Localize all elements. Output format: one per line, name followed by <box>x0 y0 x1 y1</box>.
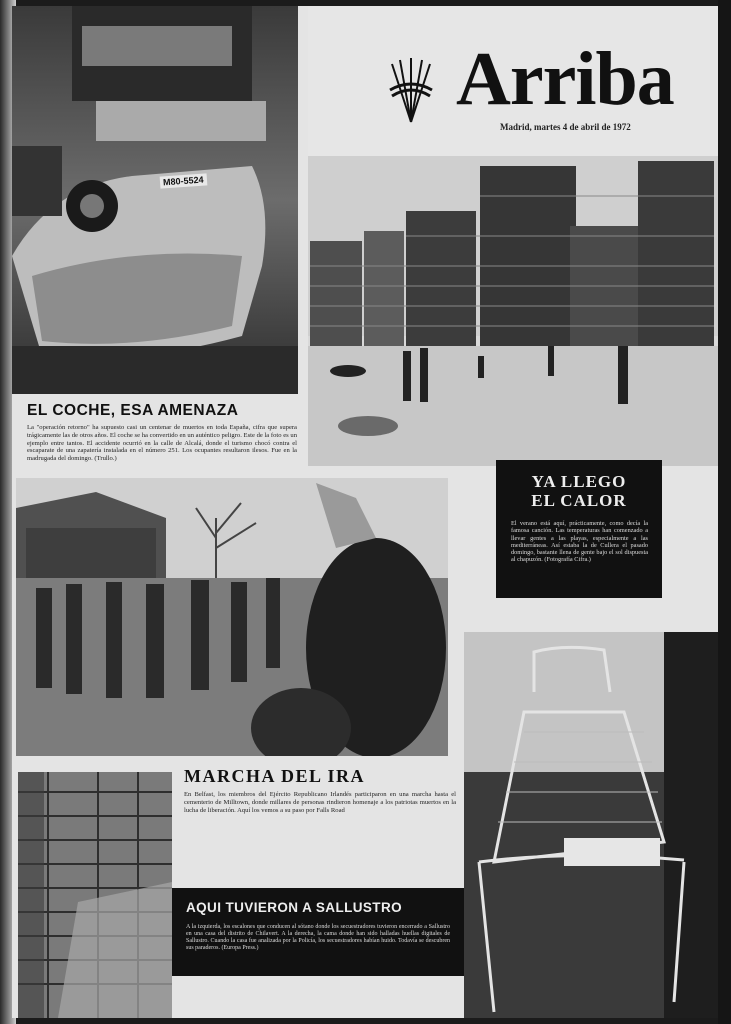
caption-sallustro: A la izquierda, los escalones que conducen al sótano donde los secuestradores tuvieron encerrado a Sallustro en una casa del distrito de Chilavert. A la derecha, la cama donde han sido halladas huellas digitales de Sallustro. Cuando la casa fue analizada por la Policía, los secuestradores habían huido. Todavía se descubren sus paraderos. (Europa Press.) <box>186 924 450 951</box>
masthead-date: Madrid, martes 4 de abril de 1972 <box>500 122 631 132</box>
photo-overturned-car <box>12 6 298 394</box>
yoke-and-arrows-emblem <box>386 54 436 126</box>
license-plate: M80-5524 <box>160 173 207 188</box>
photo-beach <box>308 156 718 466</box>
photo-ira-march <box>16 478 448 756</box>
masthead-title: Arriba <box>456 37 674 121</box>
caption-calor: El verano está aquí, prácticamente, como decía la famosa canción. Las temperaturas han comenzado a llevar gentes a las playas, especialmente a las mediterráneas. Así estaba la de Cullera el pasado domingo, bastante llena de gente bajo el sol dispuesta al chapuzón. (Fotografía Cifra.) <box>511 520 648 564</box>
box-sallustro <box>172 888 464 976</box>
headline-calor-line2: EL CALOR <box>531 491 627 510</box>
newspaper-page <box>12 6 718 1018</box>
headline-calor-line1: YA LLEGO <box>531 472 627 491</box>
headline-sallustro: AQUI TUVIERON A SALLUSTRO <box>186 900 403 915</box>
box-calor <box>496 460 662 598</box>
masthead <box>308 6 718 156</box>
headline-coche: EL COCHE, ESA AMENAZA <box>27 402 239 419</box>
caption-ira: En Belfast, los miembros del Ejército Republicano Irlandés participaron en una marcha hasta el cementerio de Milltown, donde millares de personas rindieron homenaje a los patriotas muertos en la lucha de liberación. Aquí los vemos a su paso por Falls Road <box>184 791 456 814</box>
photo-stairs <box>18 772 172 1018</box>
headline-ira: MARCHA DEL IRA <box>184 766 366 786</box>
page-edge <box>718 0 731 1024</box>
photo-bed <box>464 632 718 1018</box>
caption-coche: La "operación retorno" ha supuesto casi un centenar de muertos en toda España, cifra que supera trágicamente las de otros años. El coche se ha convertido en un auténtico peligro. Este de la foto es un ejemplo entre tantos. El accidente ocurrió en la calle de Alcalá, donde el turismo chocó contra el escaparate de una zapatería instalada en el número 251. Los ocupantes resultaron ilesos. Fue en la madrugada del domingo. (Trullo.) <box>27 424 297 463</box>
